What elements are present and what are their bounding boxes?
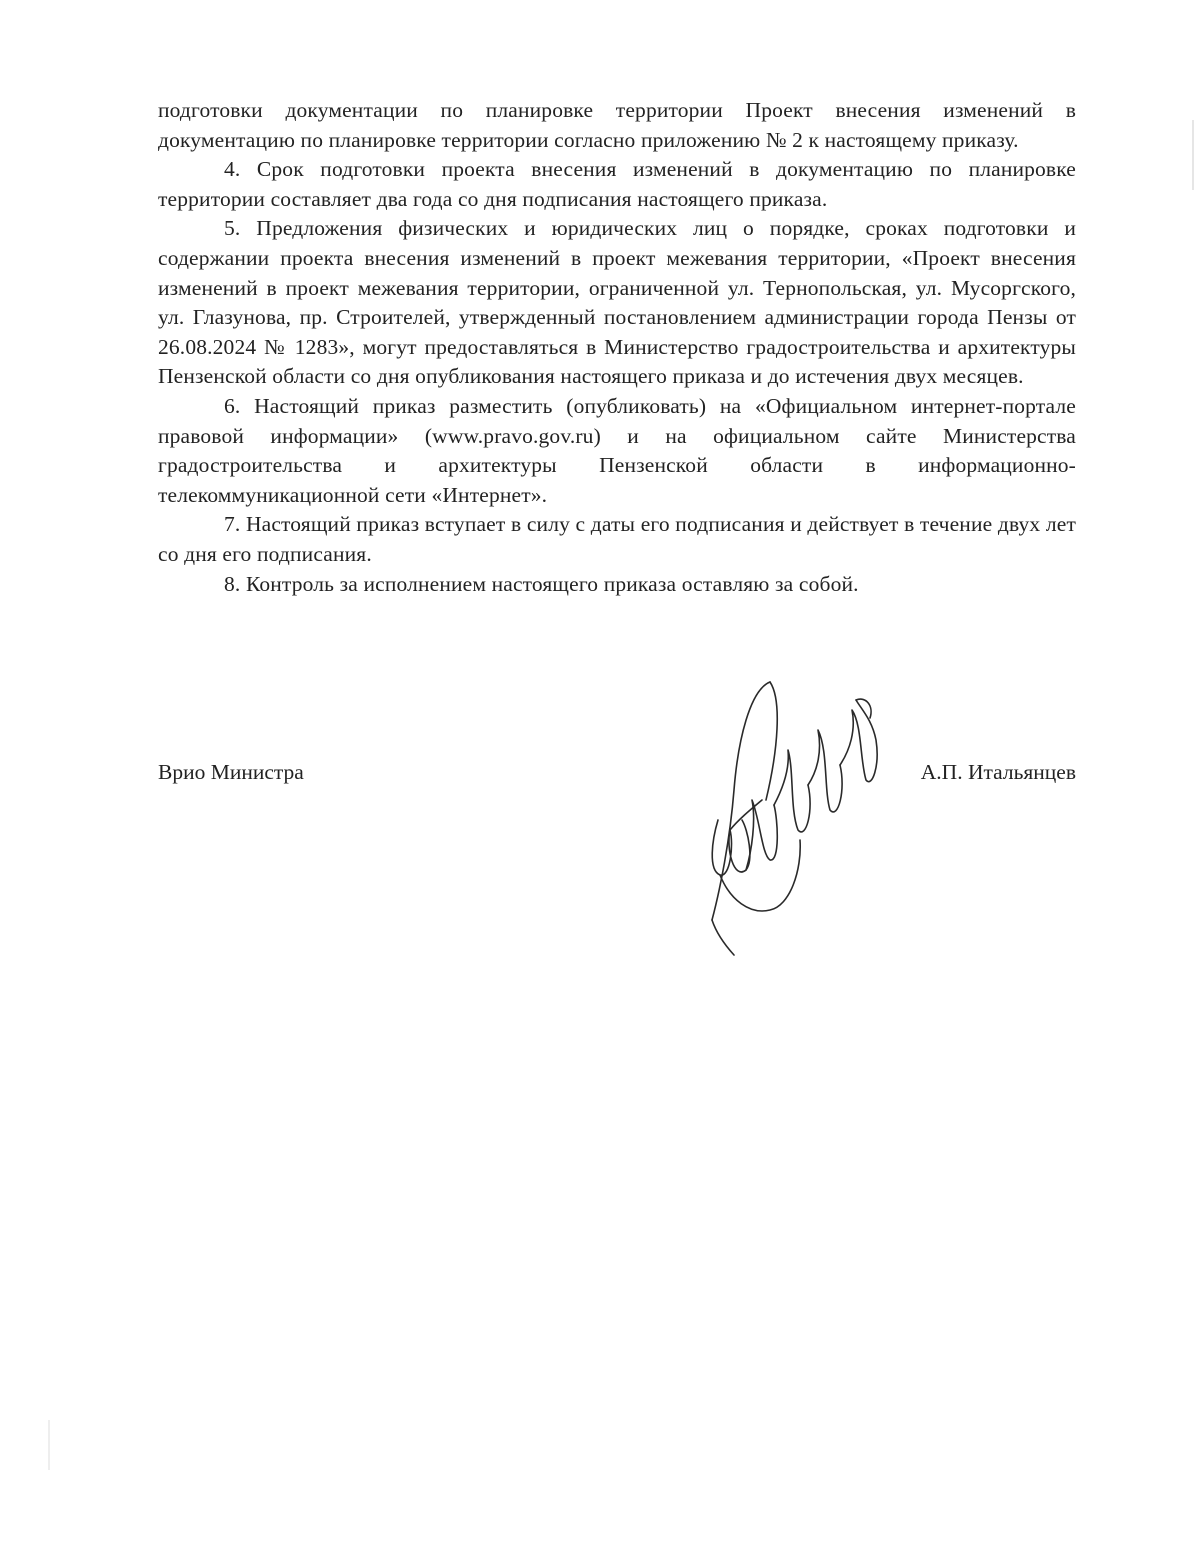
- signer-position: Врио Министра: [158, 760, 304, 784]
- document-body: [158, 96, 1076, 599]
- scan-artifact: [48, 1420, 50, 1470]
- paragraph-8: 8. Контроль за исполнением настоящего приказа оставляю за собой.: [224, 571, 859, 596]
- signer-name: А.П. Итальянцев: [920, 760, 1076, 784]
- paragraph-continuation: подготовки документации по планировке территории Проект внесения изменений в документацию по планировке территории согласно приложению № 2 к настоящему приказу.: [158, 98, 1076, 152]
- paragraph-6: 6. Настоящий приказ разместить (опубликовать) на «Официальном интернет-портале правовой информации» (www.pravo.gov.ru) и на официальном сайте Министерства градостроительства и архитектуры Пензенской области в информационно-телекоммуникационной сети «Интернет».: [158, 393, 1076, 507]
- paragraph-7: 7. Настоящий приказ вступает в силу с даты его подписания и действует в течение двух лет со дня его подписания.: [158, 512, 1076, 566]
- signature-block: [158, 760, 1076, 800]
- handwritten-signature: [690, 670, 890, 960]
- paragraph-5: 5. Предложения физических и юридических лиц о порядке, сроках подготовки и содержании проекта внесения изменений в проект межевания территории, «Проект внесения изменений в проект межевания территории, ограниченной ул. Тернопольская, ул. Мусоргского, ул. Глазунова, пр. Строителей, утвержденный постановлением администрации города Пензы от 26.08.2024 № 1283», могут предоставляться в Министерство градостроительства и архитектуры Пензенской области со дня опубликования настоящего приказа и до истечения двух месяцев.: [158, 216, 1076, 389]
- paragraph-4: 4. Срок подготовки проекта внесения изменений в документацию по планировке территории составляет два года со дня подписания настоящего приказа.: [158, 157, 1076, 211]
- scan-artifact: [1192, 120, 1194, 190]
